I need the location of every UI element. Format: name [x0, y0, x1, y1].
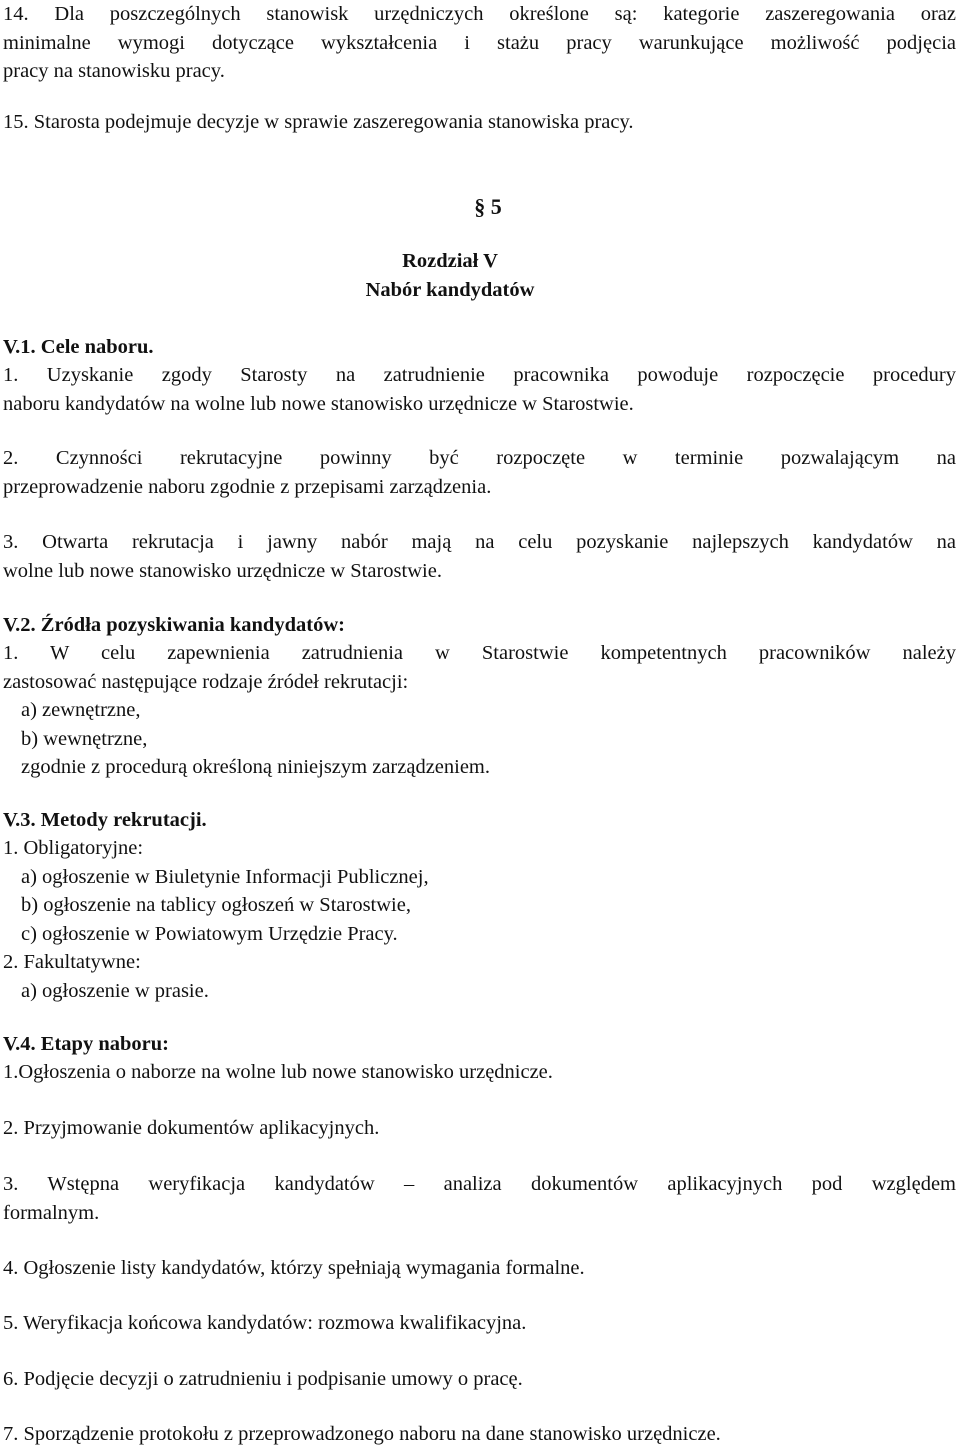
v2-source-b: b) wewnętrzne, [21, 727, 148, 750]
v4-step-3-line-2: formalnym. [3, 1201, 100, 1224]
v2-heading: V.2. Źródła pozyskiwania kandydatów: [3, 614, 345, 636]
v4-step-2: 2. Przyjmowanie dokumentów aplikacyjnych. [3, 1117, 380, 1139]
v3-item-2: 2. Fakultatywne: [3, 951, 141, 973]
v1-item-2 [3, 444, 956, 501]
v1-item-3-line-1: 3. Otwarta rekrutacja i jawny nabór mają na celu pozyskanie najlepszych kandydatów na [3, 531, 956, 553]
v4-step-3 [3, 1170, 956, 1227]
v1-item-3 [3, 528, 956, 585]
v3-heading: V.3. Metody rekrutacji. [3, 809, 207, 831]
v3-item-1: 1. Obligatoryjne: [3, 837, 144, 859]
v1-item-1-line-2: naboru kandydatów na wolne lub nowe stanowisko urzędnicze w Starostwie. [3, 392, 634, 415]
v4-step-1: 1.Ogłoszenia o naborze na wolne lub nowe stanowisko urzędnicze. [3, 1061, 553, 1083]
paragraph-14-line-3: pracy na stanowisku pracy. [3, 60, 225, 82]
paragraph-15: 15. Starosta podejmuje decyzje w sprawie zaszeregowania stanowiska pracy. [3, 111, 634, 133]
v1-item-2-line-2: przeprowadzenie naboru zgodnie z przepisami zarządzenia. [3, 475, 492, 498]
v2-note: zgodnie z procedurą określoną niniejszym zarządzeniem. [21, 756, 491, 778]
chapter-title: Rozdział V [402, 250, 498, 272]
v3-item-1-a: a) ogłoszenie w Biuletynie Informacji Publicznej, [21, 865, 429, 888]
v3-item-1-b: b) ogłoszenie na tablicy ogłoszeń w Starostwie, [21, 894, 411, 916]
v3-item-1-c: c) ogłoszenie w Powiatowym Urzędzie Pracy. [21, 922, 398, 945]
v4-step-7: 7. Sporządzenie protokołu z przeprowadzonego naboru na dane stanowisko urzędnicze. [3, 1423, 721, 1445]
v4-step-3-line-1: 3. Wstępna weryfikacja kandydatów – analiza dokumentów aplikacyjnych pod względem [3, 1173, 956, 1195]
v1-heading: V.1. Cele naboru. [3, 336, 154, 358]
paragraph-14-line-2: minimalne wymogi dotyczące wykształcenia i stażu pracy warunkujące możliwość podjęcia [3, 31, 956, 54]
v3-list [3, 834, 956, 1005]
section-sign: § 5 [474, 194, 502, 219]
v1-item-1-line-1: 1. Uzyskanie zgody Starosty na zatrudnienie pracownika powoduje rozpoczęcie procedury [3, 364, 956, 386]
v2-item-1-line-2: zastosować następujące rodzaje źródeł rekrutacji: [3, 670, 409, 693]
v4-step-4: 4. Ogłoszenie listy kandydatów, którzy spełniają wymagania formalne. [3, 1257, 585, 1279]
v2-item-1-line-1: 1. W celu zapewnienia zatrudnienia w Starostwie kompetentnych pracowników należy [3, 642, 956, 664]
v1-item-3-line-2: wolne lub nowe stanowisko urzędnicze w Starostwie. [3, 559, 442, 582]
paragraph-14-line-1: 14. Dla poszczególnych stanowisk urzędniczych określone są: kategorie zaszeregowania oraz [3, 3, 956, 25]
v3-item-2-a: a) ogłoszenie w prasie. [21, 979, 209, 1002]
v4-step-5: 5. Weryfikacja końcowa kandydatów: rozmowa kwalifikacyjna. [3, 1312, 527, 1334]
paragraph-14 [3, 0, 956, 86]
v2-source-a: a) zewnętrzne, [21, 699, 141, 721]
v1-item-1 [3, 361, 956, 418]
v1-item-2-line-1: 2. Czynności rekrutacyjne powinny być rozpoczęte w terminie pozwalającym na [3, 447, 956, 469]
v2-item-1 [3, 639, 956, 782]
v4-heading: V.4. Etapy naboru: [3, 1033, 169, 1055]
chapter-subtitle: Nabór kandydatów [365, 279, 535, 301]
v4-step-6: 6. Podjęcie decyzji o zatrudnieniu i podpisanie umowy o pracę. [3, 1368, 523, 1390]
